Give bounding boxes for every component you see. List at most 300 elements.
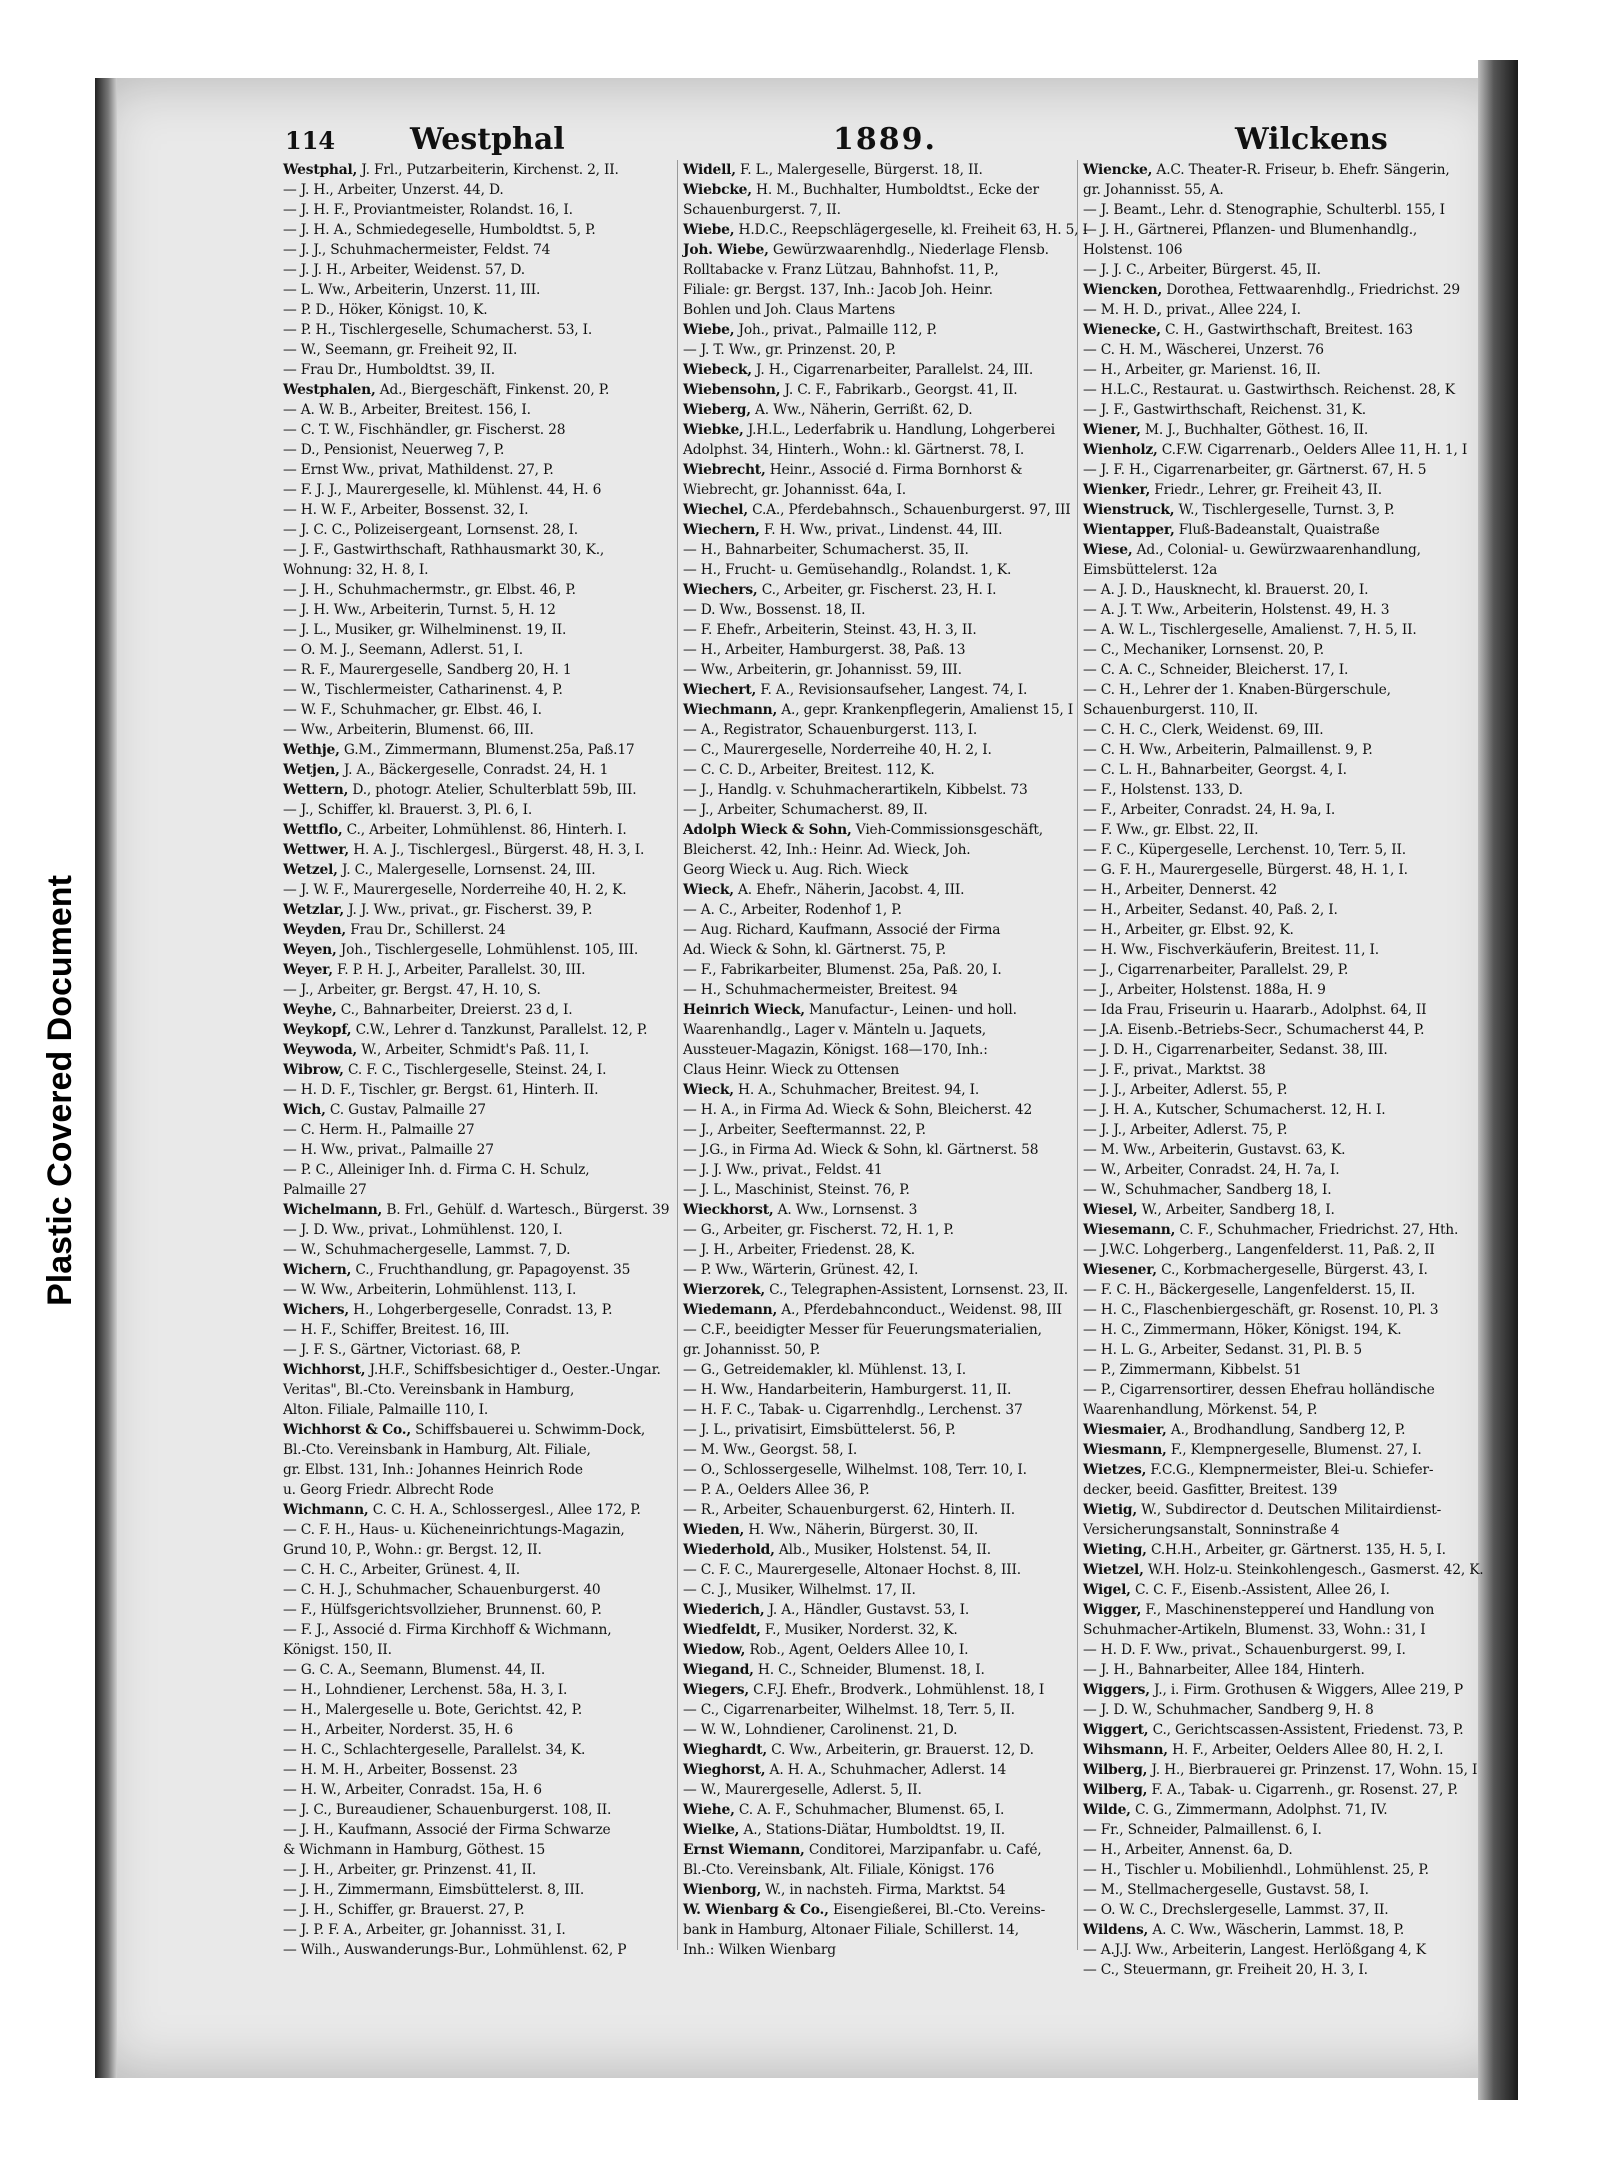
directory-entry — [283, 700, 673, 720]
entry-surname: Wetjen, — [283, 762, 340, 778]
entry-details: C.F.W. Cigarrenarb., Oelders Allee 11, H. 1, I — [1157, 442, 1468, 458]
directory-column-3 — [1083, 160, 1484, 1978]
directory-entry — [283, 540, 673, 560]
entry-surname: Joh. Wiebe, — [683, 242, 769, 258]
directory-entry — [1083, 1420, 1471, 1440]
directory-entry — [1083, 880, 1471, 900]
directory-entry — [683, 1220, 1073, 1240]
directory-entry — [1083, 1180, 1471, 1200]
directory-entry — [683, 700, 1073, 720]
directory-entry — [1083, 400, 1471, 420]
entry-details: — J.A. Eisenb.-Betriebs-Secr., Schumacherst 44, P. — [1083, 1022, 1425, 1038]
entry-details: F., Maschinensteppereí und Handlung von — [1141, 1602, 1435, 1618]
entry-details: — H. W. F., Arbeiter, Bossenst. 32, I. — [283, 502, 529, 518]
directory-entry — [283, 240, 673, 260]
directory-entry — [683, 1620, 1073, 1640]
entry-details: — Aug. Richard, Kaufmann, Associé der Firma — [683, 922, 1001, 938]
entry-details: — L. Ww., Arbeiterin, Unzerst. 11, III. — [283, 282, 541, 298]
entry-details: — A. J. D., Hausknecht, kl. Brauerst. 20, I. — [1083, 582, 1369, 598]
directory-entry — [1083, 620, 1471, 640]
directory-entry — [683, 900, 1073, 920]
directory-entry — [283, 640, 673, 660]
directory-entry — [683, 1300, 1073, 1320]
directory-entry — [683, 1480, 1073, 1500]
directory-entry — [683, 240, 1073, 260]
directory-entry — [283, 280, 673, 300]
entry-details: — J., Arbeiter, Seeftermannst. 22, P. — [683, 1122, 926, 1138]
side-label — [20, 700, 100, 1480]
entry-details: J.H.L., Lederfabrik u. Handlung, Lohgerberei — [743, 422, 1056, 438]
entry-details: — J. L., Musiker, gr. Wilhelminenst. 19, II. — [283, 622, 567, 638]
entry-details: Adolphst. 34, Hinterh., Wohn.: kl. Gärtnerst. 78, I. — [683, 442, 1025, 458]
directory-entry — [683, 1560, 1073, 1580]
directory-entry — [683, 980, 1073, 1000]
page-edge-right — [1478, 60, 1518, 2100]
directory-entry — [283, 1820, 673, 1840]
entry-details: — F. C., Küpergeselle, Lerchenst. 10, Terr. 5, II. — [1083, 842, 1406, 858]
directory-entry — [683, 1240, 1073, 1260]
directory-entry — [283, 840, 673, 860]
entry-surname: Wieting, — [1083, 1542, 1147, 1558]
directory-entry — [683, 1200, 1073, 1220]
entry-surname: Wiggers, — [1083, 1682, 1150, 1698]
entry-details: — F., Arbeiter, Conradst. 24, H. 9a, I. — [1083, 802, 1336, 818]
directory-entry — [1083, 740, 1471, 760]
directory-entry — [683, 440, 1073, 460]
entry-details: — J. P. F. A., Arbeiter, gr. Johannisst. 31, I. — [283, 1922, 566, 1938]
directory-entry — [1083, 860, 1471, 880]
directory-entry — [683, 940, 1073, 960]
directory-entry — [683, 1540, 1073, 1560]
entry-details: Vieh-Commissionsgeschäft, — [851, 822, 1043, 838]
entry-surname: Wietzes, — [1083, 1462, 1147, 1478]
directory-entry — [683, 1900, 1073, 1920]
directory-entry — [683, 1740, 1073, 1760]
entry-details: Fluß-Badeanstalt, Quaistraße — [1174, 522, 1380, 538]
entry-details: F., Klempnergeselle, Blumenst. 27, I. — [1166, 1442, 1422, 1458]
directory-entry — [1083, 1560, 1484, 1580]
entry-details: — J. L., privatisirt, Eimsbüttelerst. 56, P. — [683, 1422, 956, 1438]
entry-details: F.C.G., Klempnermeister, Blei-u. Schiefer- — [1146, 1462, 1434, 1478]
entry-details: — P. Ww., Wärterin, Grünest. 42, I. — [683, 1262, 919, 1278]
directory-entry — [283, 760, 673, 780]
directory-entry — [283, 900, 673, 920]
directory-entry — [683, 1940, 1073, 1960]
entry-details: A.C. Theater-R. Friseur, b. Ehefr. Sängerin, — [1152, 162, 1450, 178]
entry-details: Heinr., Associé d. Firma Bornhorst & — [765, 462, 1023, 478]
entry-details: A., Stations-Diätar, Humboldtst. 19, II. — [739, 1822, 1005, 1838]
entry-details: — J. T. Ww., gr. Prinzenst. 20, P. — [683, 342, 896, 358]
right-heading: Wilckens — [1235, 122, 1388, 157]
entry-details: — C., Cigarrenarbeiter, Wilhelmst. 18, Terr. 5, II. — [683, 1702, 1015, 1718]
entry-details: Alb., Musiker, Holstenst. 54, II. — [774, 1542, 991, 1558]
directory-entry — [683, 1520, 1073, 1540]
directory-entry — [283, 1500, 673, 1520]
entry-surname: Wichhorst, — [283, 1362, 366, 1378]
entry-surname: Adolph Wieck & Sohn, — [683, 822, 852, 838]
entry-details: — W., Schuhmacher, Sandberg 18, I. — [1083, 1182, 1332, 1198]
directory-entry — [683, 1600, 1073, 1620]
directory-entry — [1083, 840, 1471, 860]
directory-entry — [283, 1780, 673, 1800]
entry-details: — J. F. H., Cigarrenarbeiter, gr. Gärtnerst. 67, H. 5 — [1083, 462, 1427, 478]
entry-details: — Ww., Arbeiterin, Blumenst. 66, III. — [283, 722, 534, 738]
entry-surname: Wilde, — [1083, 1802, 1131, 1818]
directory-entry — [683, 520, 1073, 540]
entry-details: Rob., Agent, Oelders Allee 10, I. — [745, 1642, 969, 1658]
directory-entry — [1083, 1820, 1471, 1840]
directory-entry — [283, 440, 673, 460]
directory-entry — [683, 1720, 1073, 1740]
entry-details: — C. A. C., Schneider, Bleicherst. 17, I. — [1083, 662, 1349, 678]
directory-entry — [683, 1020, 1073, 1040]
directory-entry — [1083, 600, 1471, 620]
entry-surname: Weyen, — [283, 942, 337, 958]
entry-details: — C. F. C., Maurergeselle, Altonaer Hochst. 8, III. — [683, 1562, 1021, 1578]
directory-entry — [1083, 1400, 1471, 1420]
directory-entry — [283, 1740, 673, 1760]
entry-details: W., Tischlergeselle, Turnst. 3, P. — [1174, 502, 1395, 518]
directory-entry — [1083, 1860, 1471, 1880]
directory-entry — [283, 600, 673, 620]
entry-details: — H. Ww., Fischverkäuferin, Breitest. 11, I. — [1083, 942, 1379, 958]
entry-surname: Wichmann, — [283, 1502, 369, 1518]
entry-details: C. A. F., Schuhmacher, Blumenst. 65, I. — [734, 1802, 1005, 1818]
entry-details: — H., Arbeiter, Norderst. 35, H. 6 — [283, 1722, 513, 1738]
entry-details: Schuhmacher-Artikeln, Blumenst. 33, Wohn.: 31, I — [1083, 1622, 1426, 1638]
directory-entry — [1083, 1880, 1471, 1900]
entry-details: — D. Ww., Bossenst. 18, II. — [683, 602, 866, 618]
entry-details: H. C., Schneider, Blumenst. 18, I. — [753, 1662, 985, 1678]
entry-surname: Wiesmaier, — [1083, 1422, 1167, 1438]
directory-entry — [1083, 1600, 1471, 1620]
entry-surname: Wienker, — [1083, 482, 1151, 498]
entry-details: Eisengießerei, Bl.-Cto. Vereins- — [828, 1902, 1046, 1918]
directory-entry — [1083, 1720, 1471, 1740]
entry-surname: Wienstruck, — [1083, 502, 1175, 518]
directory-entry — [683, 840, 1073, 860]
directory-entry — [1083, 460, 1471, 480]
directory-entry — [1083, 1700, 1471, 1720]
entry-details: — C.F., beeidigter Messer für Feuerungsmaterialien, — [683, 1322, 1042, 1338]
entry-details: Schiffsbauerei u. Schwimm-Dock, — [410, 1422, 646, 1438]
entry-details: — J. W. F., Maurergeselle, Norderreihe 40, H. 2, K. — [283, 882, 627, 898]
entry-details: Ad. Wieck & Sohn, kl. Gärtnerst. 75, P. — [683, 942, 946, 958]
left-heading: Westphal — [410, 122, 565, 157]
directory-entry — [1083, 440, 1471, 460]
directory-entry — [1083, 1580, 1471, 1600]
directory-entry — [283, 400, 673, 420]
directory-entry — [683, 1400, 1073, 1420]
entry-details: J. H., Bierbrauerei gr. Prinzenst. 17, Wohn. 15, I — [1147, 1762, 1478, 1778]
entry-details: — C. L. H., Bahnarbeiter, Georgst. 4, I. — [1083, 762, 1347, 778]
entry-details: J. C. F., Fabrikarb., Georgst. 41, II. — [780, 382, 1018, 398]
directory-entry — [283, 1460, 673, 1480]
entry-surname: Wildens, — [1083, 1922, 1149, 1938]
entry-details: — Ida Frau, Friseurin u. Haararb., Adolphst. 64, II — [1083, 1002, 1427, 1018]
directory-entry — [1083, 500, 1471, 520]
directory-entry — [283, 740, 673, 760]
directory-entry — [283, 1720, 673, 1740]
entry-surname: Wich, — [283, 1102, 326, 1118]
directory-entry — [683, 560, 1073, 580]
directory-entry — [1083, 240, 1471, 260]
entry-surname: Wiechern, — [683, 522, 760, 538]
directory-entry — [683, 380, 1073, 400]
entry-details: — H., Arbeiter, Hamburgerst. 38, Paß. 13 — [683, 642, 966, 658]
entry-details: W., in nachsteh. Firma, Marktst. 54 — [761, 1882, 1006, 1898]
entry-details: C. F., Schuhmacher, Friedrichst. 27, Hth. — [1175, 1222, 1459, 1238]
entry-details: — H., Arbeiter, Sedanst. 40, Paß. 2, I. — [1083, 902, 1338, 918]
entry-details: W., Arbeiter, Schmidt's Paß. 11, I. — [357, 1042, 589, 1058]
directory-entry — [283, 1380, 673, 1400]
entry-details: Wohnung: 32, H. 8, I. — [283, 562, 429, 578]
directory-entry — [683, 960, 1073, 980]
directory-entry — [283, 1800, 673, 1820]
entry-details: F. L., Malergeselle, Bürgerst. 18, II. — [735, 162, 983, 178]
directory-entry — [683, 600, 1073, 620]
directory-entry — [683, 300, 1073, 320]
directory-entry — [1083, 1020, 1471, 1040]
entry-details: — C. H. M., Wäscherei, Unzerst. 76 — [1083, 342, 1324, 358]
entry-details: A. Ehefr., Näherin, Jacobst. 4, III. — [733, 882, 965, 898]
entry-details: — P. H., Tischlergeselle, Schumacherst. 53, I. — [283, 322, 593, 338]
entry-details: J., i. Firm. Grothusen & Wiggers, Allee 219, P — [1149, 1682, 1463, 1698]
entry-details: — G., Arbeiter, gr. Fischerst. 72, H. 1, P. — [683, 1222, 954, 1238]
entry-surname: Wiechel, — [683, 502, 748, 518]
directory-entry — [283, 940, 673, 960]
entry-details: — Wilh., Auswanderungs-Bur., Lohmühlenst. 62, P — [283, 1942, 627, 1958]
column-divider — [1077, 160, 1078, 1950]
entry-details: — H., Arbeiter, gr. Elbst. 92, K. — [1083, 922, 1294, 938]
entry-details: gr. Johannisst. 50, P. — [683, 1342, 821, 1358]
entry-details: — Ernst Ww., privat, Mathildenst. 27, P. — [283, 462, 554, 478]
entry-details: — J. H., Schuhmachermstr., gr. Elbst. 46, P. — [283, 582, 576, 598]
directory-entry — [283, 1520, 673, 1540]
entry-details: — F., Hülfsgerichtsvollzieher, Brunnenst. 60, P. — [283, 1602, 602, 1618]
directory-entry — [283, 1040, 673, 1060]
entry-details: Manufactur-, Leinen- und holl. — [804, 1002, 1017, 1018]
entry-surname: Wiebke, — [683, 422, 744, 438]
entry-details: — C., Steuermann, gr. Freiheit 20, H. 3, I. — [1083, 1962, 1368, 1978]
directory-column-1 — [283, 160, 673, 1960]
directory-entry — [283, 720, 673, 740]
directory-entry — [683, 1640, 1073, 1660]
directory-entry — [683, 400, 1073, 420]
entry-details: u. Georg Friedr. Albrecht Rode — [283, 1482, 494, 1498]
entry-details: — J. D. Ww., privat., Lohmühlenst. 120, I. — [283, 1222, 563, 1238]
directory-entry — [1083, 1000, 1471, 1020]
entry-details: — Frau Dr., Humboldtst. 39, II. — [283, 362, 495, 378]
directory-entry — [283, 660, 673, 680]
directory-entry — [1083, 900, 1471, 920]
entry-details: C.F.J. Ehefr., Brodverk., Lohmühlenst. 18, I — [748, 1682, 1045, 1698]
entry-surname: Wichers, — [283, 1302, 349, 1318]
entry-details: — H.L.C., Restaurat. u. Gastwirthsch. Reichenst. 28, K — [1083, 382, 1455, 398]
entry-details: — J. H. A., Schmiedegeselle, Humboldtst. 5, P. — [283, 222, 596, 238]
entry-details: — J. D. H., Cigarrenarbeiter, Sedanst. 38, III. — [1083, 1042, 1388, 1058]
directory-entry — [1083, 1300, 1471, 1320]
directory-entry — [283, 480, 673, 500]
entry-surname: Wettern, — [283, 782, 349, 798]
entry-details: — C. H. C., Arbeiter, Grünest. 4, II. — [283, 1562, 520, 1578]
directory-entry — [283, 1080, 673, 1100]
directory-entry — [283, 360, 673, 380]
directory-entry — [683, 1120, 1073, 1140]
directory-entry — [283, 1940, 673, 1960]
directory-entry — [1083, 1060, 1471, 1080]
entry-details: F. A., Revisionsaufseher, Langest. 74, I. — [756, 682, 1028, 698]
directory-entry — [1083, 1780, 1471, 1800]
entry-details: Rolltabacke v. Franz Lützau, Bahnhofst. 11, P., — [683, 262, 999, 278]
directory-entry — [283, 680, 673, 700]
entry-details: — J. H., Gärtnerei, Pflanzen- und Blumenhandlg., — [1083, 222, 1418, 238]
entry-details: — W., Arbeiter, Conradst. 24, H. 7a, I. — [1083, 1162, 1340, 1178]
entry-details: Bl.-Cto. Vereinsbank, Alt. Filiale, Königst. 176 — [683, 1862, 995, 1878]
directory-entry — [683, 1160, 1073, 1180]
entry-details: Bl.-Cto. Vereinsbank in Hamburg, Alt. Filiale, — [283, 1442, 591, 1458]
directory-entry — [683, 1500, 1073, 1520]
entry-details: F. A., Tabak- u. Cigarrenh., gr. Rosenst. 27, P. — [1147, 1782, 1458, 1798]
entry-details: — J. L., Maschinist, Steinst. 76, P. — [683, 1182, 910, 1198]
entry-details: — A. W. B., Arbeiter, Breitest. 156, I. — [283, 402, 531, 418]
entry-surname: Wieck, — [683, 882, 734, 898]
entry-surname: Wiechert, — [683, 682, 757, 698]
entry-surname: Wiencke, — [1083, 162, 1153, 178]
entry-surname: Wiedemann, — [683, 1302, 778, 1318]
directory-entry — [1083, 1140, 1471, 1160]
directory-entry — [683, 1040, 1073, 1060]
directory-entry — [683, 1440, 1073, 1460]
entry-details: — H., Arbeiter, gr. Marienst. 16, II. — [1083, 362, 1321, 378]
entry-details: J. A., Bäckergeselle, Conradst. 24, H. 1 — [339, 762, 609, 778]
entry-surname: Wichhorst & Co., — [283, 1422, 411, 1438]
entry-details: — H. C., Zimmermann, Höker, Königst. 194, K. — [1083, 1322, 1402, 1338]
directory-entry — [1083, 1380, 1471, 1400]
directory-entry — [283, 1700, 673, 1720]
entry-details: — H., Lohndiener, Lerchenst. 58a, H. 3, I. — [283, 1682, 568, 1698]
directory-entry — [1083, 1840, 1471, 1860]
entry-details: — H. L. G., Arbeiter, Sedanst. 31, Pl. B. 5 — [1083, 1342, 1362, 1358]
entry-surname: Wientapper, — [1083, 522, 1175, 538]
entry-details: & Wichmann in Hamburg, Göthest. 15 — [283, 1842, 546, 1858]
directory-entry — [683, 760, 1073, 780]
directory-entry — [283, 820, 673, 840]
directory-entry — [1083, 360, 1471, 380]
page-edge-left — [95, 78, 117, 2078]
entry-surname: Wiederhold, — [683, 1542, 775, 1558]
directory-entry — [683, 620, 1073, 640]
entry-details: — J. H., Arbeiter, gr. Prinzenst. 41, II. — [283, 1862, 537, 1878]
entry-details: — J. F., Gastwirthschaft, Reichenst. 31, K. — [1083, 402, 1366, 418]
directory-entry — [683, 1780, 1073, 1800]
entry-details: C., Korbmachergeselle, Bürgerst. 43, I. — [1156, 1262, 1428, 1278]
directory-entry — [1083, 1500, 1471, 1520]
directory-entry — [683, 1080, 1073, 1100]
directory-entry — [1083, 540, 1471, 560]
directory-entry — [683, 640, 1073, 660]
directory-entry — [1083, 260, 1471, 280]
directory-entry — [283, 320, 673, 340]
entry-details: — P. D., Höker, Königst. 10, K. — [283, 302, 488, 318]
entry-details: — J. Beamt., Lehr. d. Stenographie, Schulterbl. 155, I — [1083, 202, 1445, 218]
directory-entry — [283, 1560, 673, 1580]
entry-surname: Wilberg, — [1083, 1762, 1148, 1778]
directory-entry — [683, 200, 1073, 220]
entry-details: — J. D. W., Schuhmacher, Sandberg 9, H. 8 — [1083, 1702, 1374, 1718]
entry-details: — W., Maurergeselle, Adlerst. 5, II. — [683, 1782, 922, 1798]
entry-surname: Wiggert, — [1083, 1722, 1149, 1738]
entry-details: — J., Arbeiter, Schumacherst. 89, II. — [683, 802, 928, 818]
directory-entry — [283, 580, 673, 600]
directory-entry — [283, 980, 673, 1000]
entry-details: — H. F. C., Tabak- u. Cigarrenhdlg., Lerchenst. 37 — [683, 1402, 1023, 1418]
directory-entry — [1083, 640, 1471, 660]
entry-details: J. A., Händler, Gustavst. 53, I. — [764, 1602, 970, 1618]
entry-surname: Wihsmann, — [1083, 1742, 1168, 1758]
entry-details: — J. J., Arbeiter, Adlerst. 75, P. — [1083, 1122, 1288, 1138]
directory-entry — [683, 680, 1073, 700]
entry-details: — J. F., Gastwirthschaft, Rathhausmarkt 30, K., — [283, 542, 605, 558]
entry-details: C.A., Pferdebahnsch., Schauenburgerst. 97, III — [747, 502, 1071, 518]
entry-surname: Wettflo, — [283, 822, 343, 838]
entry-details: — H. Ww., privat., Palmaille 27 — [283, 1142, 494, 1158]
entry-details: C. C. H. A., Schlossergesl., Allee 172, P. — [368, 1502, 641, 1518]
directory-entry — [1083, 380, 1471, 400]
entry-details: M. J., Buchhalter, Göthest. 16, II. — [1140, 422, 1369, 438]
entry-details: — H. C., Schlachtergeselle, Parallelst. 34, K. — [283, 1742, 586, 1758]
entry-surname: Wigger, — [1083, 1602, 1142, 1618]
directory-entry — [1083, 1460, 1471, 1480]
directory-entry — [1083, 1100, 1471, 1120]
directory-entry — [1083, 1620, 1471, 1640]
entry-details: Georg Wieck u. Aug. Rich. Wieck — [683, 862, 908, 878]
entry-details: — J. C. C., Polizeisergeant, Lornsenst. 28, I. — [283, 522, 578, 538]
directory-entry — [283, 300, 673, 320]
entry-details: — R., Arbeiter, Schauenburgerst. 62, Hinterh. II. — [683, 1502, 1015, 1518]
entry-details: H. A. J., Tischlergesl., Bürgerst. 48, H. 3, I. — [349, 842, 645, 858]
directory-entry — [683, 800, 1073, 820]
directory-entry — [1083, 1280, 1471, 1300]
directory-entry — [683, 820, 1073, 840]
entry-details: — C. Herm. H., Palmaille 27 — [283, 1122, 475, 1138]
directory-entry — [683, 180, 1073, 200]
entry-details: — J.W.C. Lohgerberg., Langenfelderst. 11, Paß. 2, II — [1083, 1242, 1435, 1258]
directory-entry — [1083, 940, 1471, 960]
directory-entry — [683, 880, 1073, 900]
entry-details: — C. J., Musiker, Wilhelmst. 17, II. — [683, 1582, 916, 1598]
entry-details: Waarenhandlg., Lager v. Mänteln u. Jaquets, — [683, 1022, 986, 1038]
directory-entry — [1083, 1800, 1471, 1820]
entry-details: — P., Zimmermann, Kibbelst. 51 — [1083, 1362, 1302, 1378]
entry-details: H. M., Buchhalter, Humboldtst., Ecke der — [751, 182, 1039, 198]
directory-entry — [683, 280, 1073, 300]
entry-surname: Wienholz, — [1083, 442, 1158, 458]
entry-surname: Wiencken, — [1083, 282, 1163, 298]
directory-entry — [283, 1680, 673, 1700]
directory-entry — [683, 720, 1073, 740]
entry-surname: Wiebe, — [683, 322, 735, 338]
directory-entry — [283, 1340, 673, 1360]
entry-details: — J. H., Kaufmann, Associé der Firma Schwarze — [283, 1822, 611, 1838]
entry-details: — C. T. W., Fischhändler, gr. Fischerst. 28 — [283, 422, 566, 438]
entry-details: J. H., Cigarrenarbeiter, Parallelst. 24, III. — [751, 362, 1034, 378]
directory-entry — [683, 500, 1073, 520]
entry-details: — H., Frucht- u. Gemüsehandlg., Rolandst. 1, K. — [683, 562, 1012, 578]
entry-surname: Widell, — [683, 162, 736, 178]
directory-entry — [683, 1800, 1073, 1820]
entry-details: F. P. H. J., Arbeiter, Parallelst. 30, III. — [332, 962, 586, 978]
